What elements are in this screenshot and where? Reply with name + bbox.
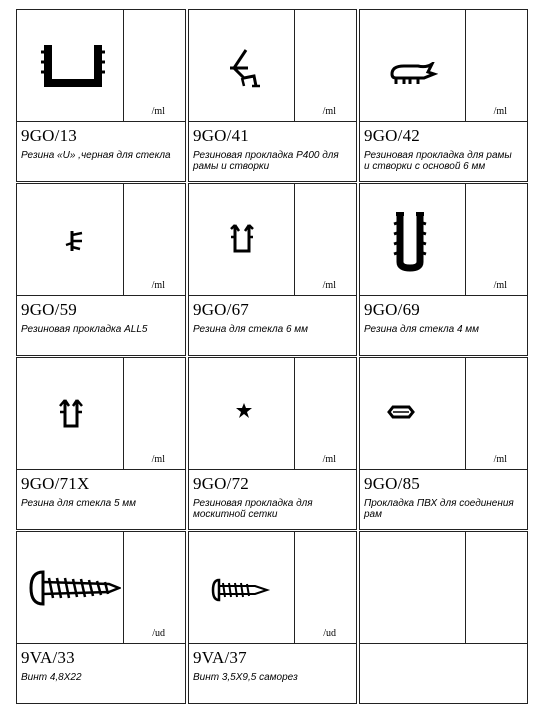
product-image-area bbox=[17, 532, 185, 644]
product-card-9go85 bbox=[359, 357, 528, 530]
product-image-area bbox=[189, 358, 356, 470]
unit-box bbox=[465, 358, 527, 469]
product-image-area bbox=[189, 10, 356, 122]
product-code: 9GO/67 bbox=[193, 300, 249, 319]
unit-box bbox=[294, 358, 356, 469]
product-code: 9GO/41 bbox=[193, 126, 249, 145]
unit-label: /ml bbox=[151, 280, 165, 291]
unit-box bbox=[294, 532, 356, 643]
unit-label: /ml bbox=[151, 106, 165, 117]
product-card-9va37 bbox=[188, 531, 357, 704]
screw-round-head-icon bbox=[29, 568, 121, 608]
empty-image-area bbox=[360, 532, 527, 644]
unit-label: /ml bbox=[493, 454, 507, 465]
glass-rubber-4mm-icon bbox=[390, 210, 430, 272]
gasket-base-6mm-icon bbox=[388, 62, 438, 92]
pvc-frame-joint-icon bbox=[387, 404, 415, 420]
unit-label: /ml bbox=[151, 454, 165, 465]
self-drilling-screw-icon bbox=[211, 576, 271, 604]
product-image-area bbox=[17, 184, 185, 296]
product-image-area bbox=[17, 358, 185, 470]
product-card-9go67 bbox=[188, 183, 357, 356]
product-description: Резина для стекла 4 мм bbox=[364, 324, 479, 335]
empty-card bbox=[359, 531, 528, 704]
unit-box bbox=[123, 532, 185, 643]
product-code: 9VA/33 bbox=[21, 648, 75, 667]
unit-box bbox=[465, 532, 527, 643]
glass-rubber-6mm-icon bbox=[229, 221, 255, 255]
unit-label: /ml bbox=[493, 280, 507, 291]
u-channel-rubber-icon bbox=[37, 40, 107, 90]
product-description: Резиновая прокладка ALL5 bbox=[21, 324, 148, 335]
product-description: Прокладка ПВХ для соединения рам bbox=[364, 498, 514, 520]
product-description: Резиновая прокладка для рамы и створки с основой 6 мм bbox=[364, 150, 512, 172]
mosquito-net-gasket-icon bbox=[235, 402, 253, 420]
unit-label: /ml bbox=[322, 106, 336, 117]
product-code: 9GO/42 bbox=[364, 126, 420, 145]
product-image-area bbox=[189, 532, 356, 644]
product-image-area bbox=[360, 184, 527, 296]
product-card-9go59 bbox=[16, 183, 186, 356]
unit-label: /ud bbox=[152, 628, 165, 639]
product-code: 9GO/13 bbox=[21, 126, 77, 145]
gasket-all5-icon bbox=[62, 229, 86, 253]
unit-label: /ml bbox=[322, 280, 336, 291]
unit-label: /ml bbox=[322, 454, 336, 465]
product-code: 9GO/69 bbox=[364, 300, 420, 319]
product-card-9go42 bbox=[359, 9, 528, 182]
unit-box bbox=[123, 10, 185, 121]
product-description: Резиновая прокладка для москитной сетки bbox=[193, 498, 313, 520]
product-code: 9GO/71X bbox=[21, 474, 90, 493]
unit-label: /ud bbox=[323, 628, 336, 639]
product-card-9go72 bbox=[188, 357, 357, 530]
product-description: Резина «U» ,черная для стекла bbox=[21, 150, 171, 161]
product-image-area bbox=[189, 184, 356, 296]
product-card-9go69 bbox=[359, 183, 528, 356]
product-image-area bbox=[17, 10, 185, 122]
product-description: Винт 3,5X9,5 саморез bbox=[193, 672, 298, 683]
unit-box bbox=[123, 184, 185, 295]
product-image-area bbox=[360, 10, 527, 122]
product-code: 9GO/72 bbox=[193, 474, 249, 493]
product-description: Резина для стекла 5 мм bbox=[21, 498, 136, 509]
product-description: Винт 4,8X22 bbox=[21, 672, 82, 683]
product-code: 9GO/85 bbox=[364, 474, 420, 493]
product-code: 9GO/59 bbox=[21, 300, 77, 319]
product-description: Резиновая прокладка Р400 для рамы и створки bbox=[193, 150, 339, 172]
unit-label: /ml bbox=[493, 106, 507, 117]
gasket-p400-icon bbox=[224, 48, 264, 93]
product-code: 9VA/37 bbox=[193, 648, 247, 667]
product-image-area bbox=[360, 358, 527, 470]
product-card-9go71x bbox=[16, 357, 186, 530]
unit-box bbox=[123, 358, 185, 469]
unit-box bbox=[465, 10, 527, 121]
product-card-9go41 bbox=[188, 9, 357, 182]
product-description: Резина для стекла 6 мм bbox=[193, 324, 308, 335]
unit-box bbox=[465, 184, 527, 295]
unit-box bbox=[294, 10, 356, 121]
product-card-9va33 bbox=[16, 531, 186, 704]
product-card-9go13 bbox=[16, 9, 186, 182]
unit-box bbox=[294, 184, 356, 295]
glass-rubber-5mm-icon bbox=[57, 394, 85, 430]
